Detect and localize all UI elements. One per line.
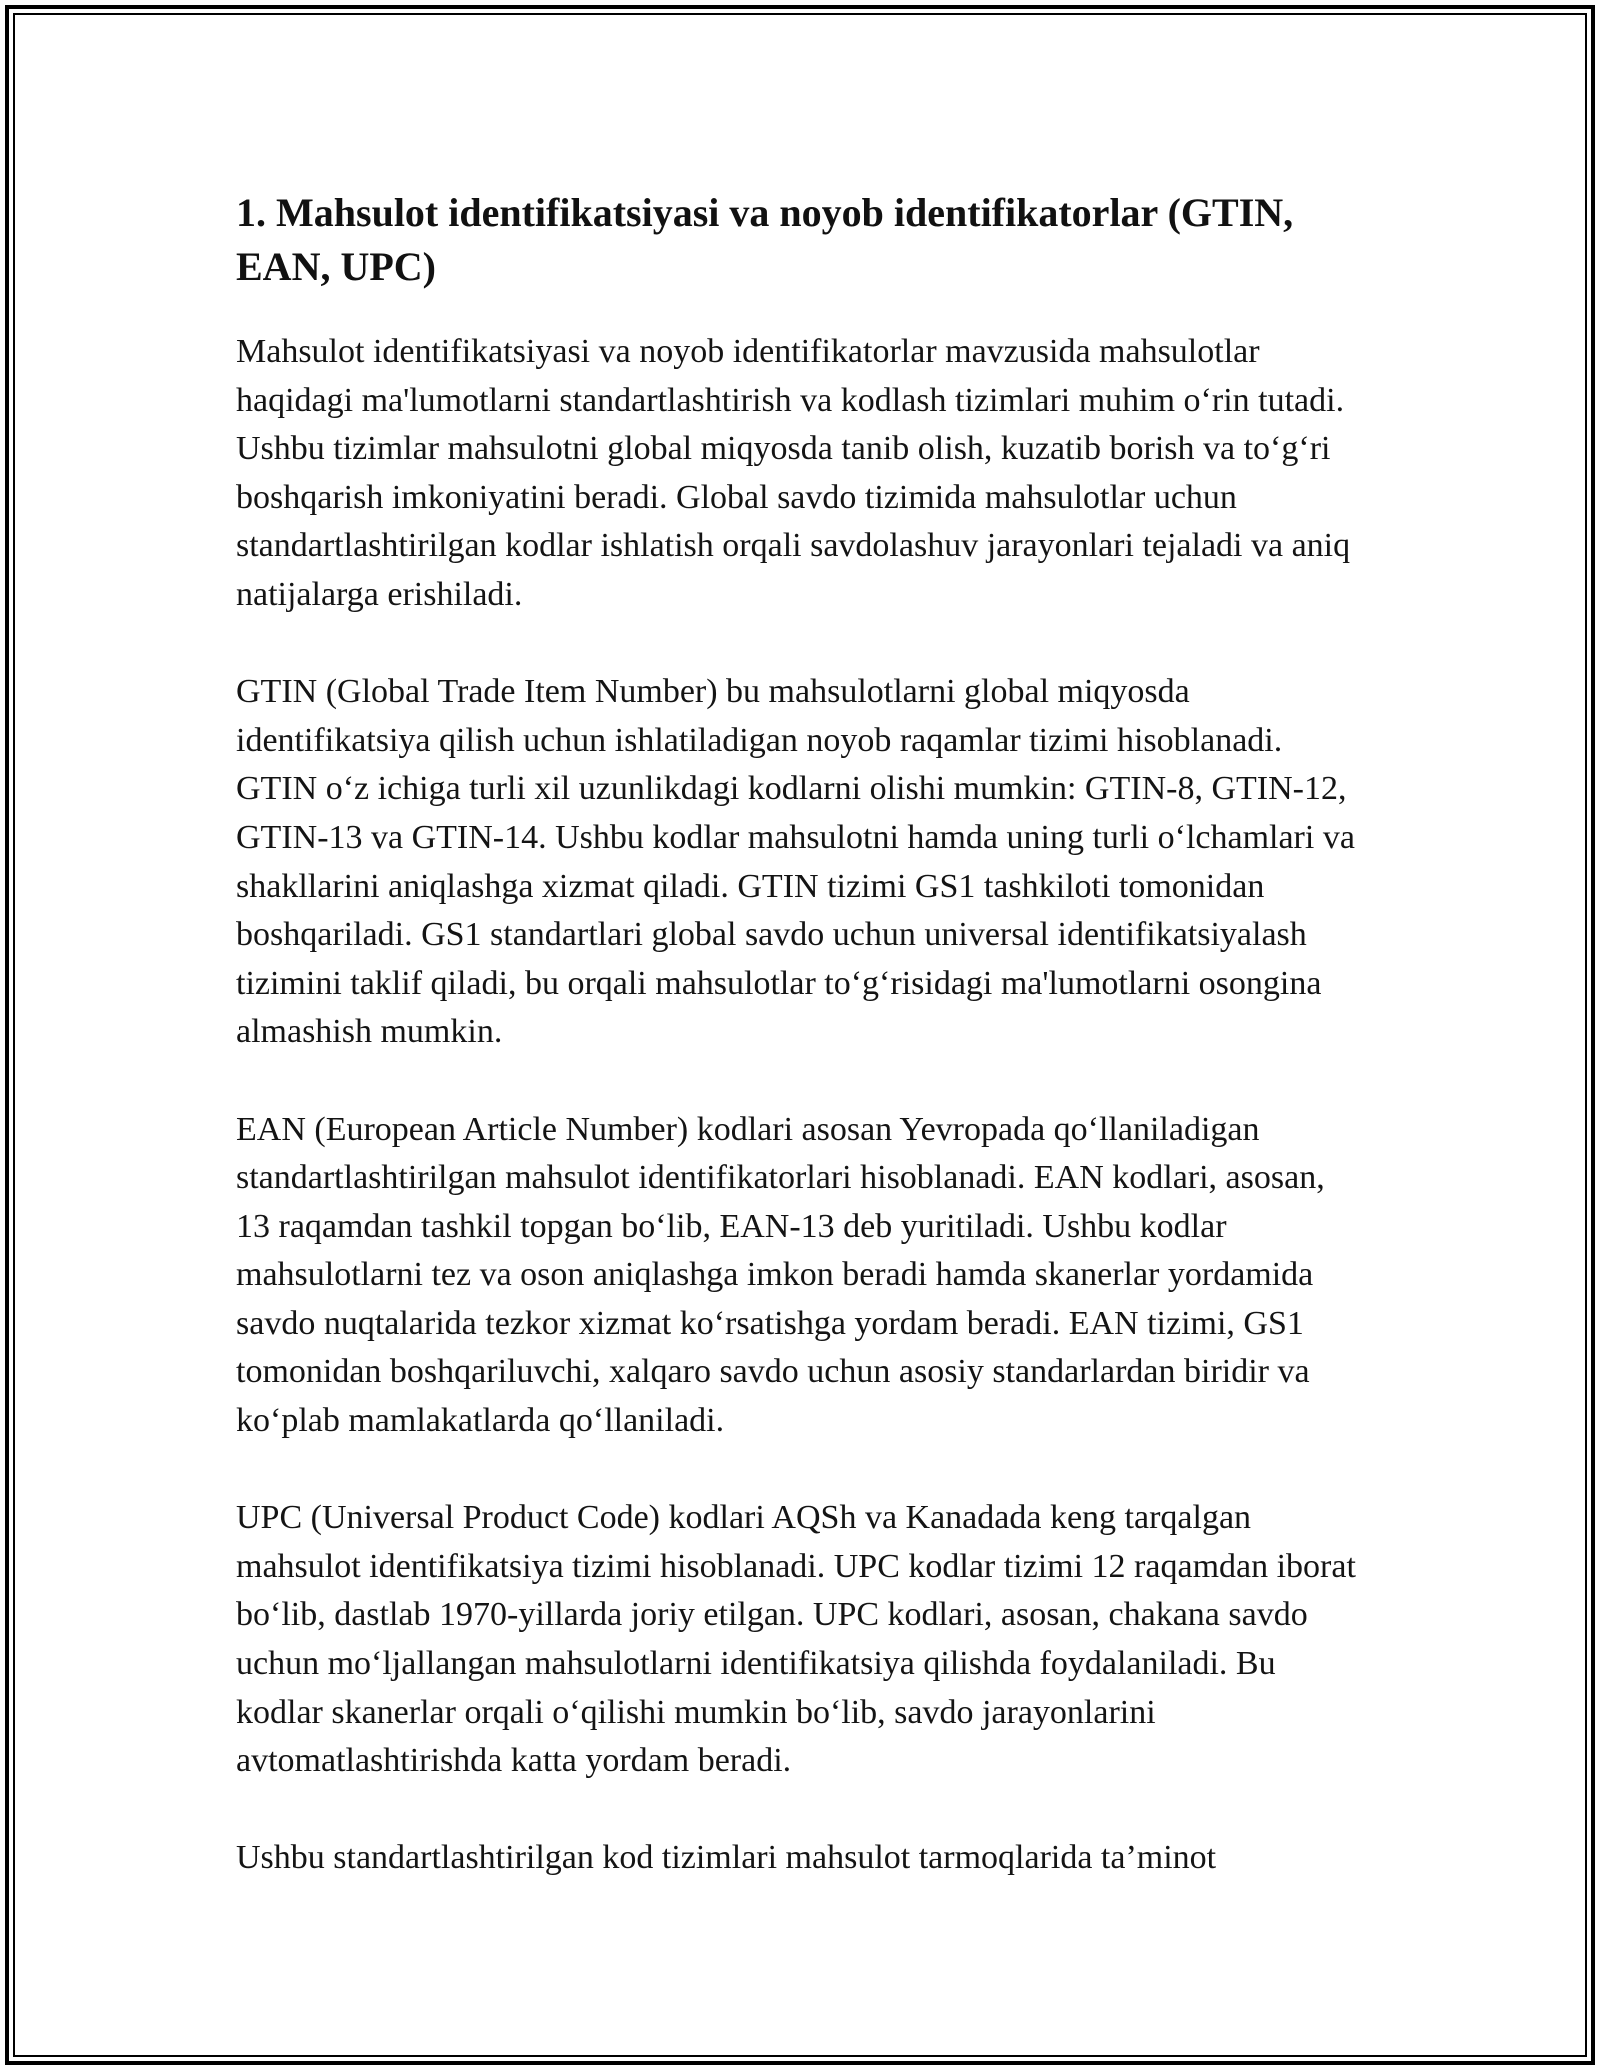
- paragraph-ean: EAN (European Article Number) kodlari asosan Yevropada qo‘llaniladigan standartlashtirilgan mahsulot identifikatorlari hisoblanadi. EAN kodlari, asosan, 13 raqamdan tashkil topgan bo‘lib, EAN-13 deb yuritiladi. Ushbu kodlar mahsulotlarni tez va oson aniqlashga imkon beradi hamda skanerlar yordamida savdo nuqtalarida tezkor xizmat ko‘rsatishga yordam beradi. EAN tizimi, GS1 tomonidan boshqariluvchi, xalqaro savdo uchun asosiy standarlardan biridir va ko‘plab mamlakatlarda qo‘llaniladi.: [236, 1110, 1325, 1440]
- section-heading: 1. Mahsulot identifikatsiyasi va noyob identifikatorlar (GTIN, EAN, UPC): [236, 190, 1294, 289]
- paragraph-conclusion: Ushbu standartlashtirilgan kod tizimlari mahsulot tarmoqlarida ta’minot: [236, 1839, 1217, 1877]
- paragraph-gtin: GTIN (Global Trade Item Number) bu mahsulotlarni global miqyosda identifikatsiya qilish uchun ishlatiladigan noyob raqamlar tizimi hisoblanadi. GTIN o‘z ichiga turli xil uzunlikdagi kodlarni olishi mumkin: GTIN-8, GTIN-12, GTIN-13 va GTIN-14. Ushbu kodlar mahsulotni hamda uning turli o‘lchamlari va shakllarini aniqlashga xizmat qiladi. GTIN tizimi GS1 tashkiloti tomonidan boshqariladi. GS1 standartlari global savdo uchun universal identifikatsiyalash tizimini taklif qiladi, bu orqali mahsulotlar to‘g‘risidagi ma'lumotlarni osongina almashish mumkin.: [236, 673, 1355, 1051]
- paragraph-upc: UPC (Universal Product Code) kodlari AQSh va Kanadada keng tarqalgan mahsulot identifikatsiya tizimi hisoblanadi. UPC kodlar tizimi 12 raqamdan iborat bo‘lib, dastlab 1970-yillarda joriy etilgan. UPC kodlari, asosan, chakana savdo uchun mo‘ljallangan mahsulotlarni identifikatsiya qilishda foydalaniladi. Bu kodlar skanerlar orqali o‘qilishi mumkin bo‘lib, savdo jarayonlarini avtomatlashtirishda katta yordam beradi.: [236, 1499, 1356, 1780]
- document-body: [236, 186, 1366, 1932]
- paragraph-intro: Mahsulot identifikatsiyasi va noyob identifikatorlar mavzusida mahsulotlar haqidagi ma'lumotlarni standartlashtirish va kodlash tizimlari muhim o‘rin tutadi. Ushbu tizimlar mahsulotni global miqyosda tanib olish, kuzatib borish va to‘g‘ri boshqarish imkoniyatini beradi. Global savdo tizimida mahsulotlar uchun standartlashtirilgan kodlar ishlatish orqali savdolashuv jarayonlari tejaladi va aniq natijalarga erishiladi.: [236, 333, 1351, 613]
